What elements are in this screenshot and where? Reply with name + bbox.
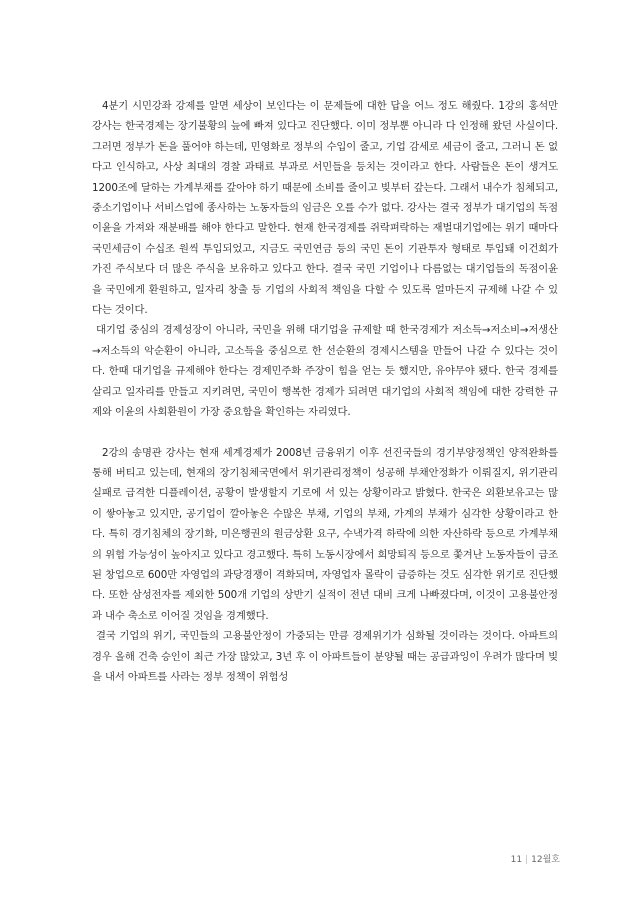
page-number: 11 [510, 855, 523, 865]
section-gap [92, 423, 558, 443]
issue-label: 12월호 [531, 855, 560, 865]
paragraph-4: 결국 기업의 위기, 국민들의 고용불안정이 가중되는 만큼 경제위기가 심화될 것이라는 것이다. 아파트의 경우 올해 건축 승인이 최근 가장 많았고, 3년 후 이 아파트들이 분양될 때는 공급과잉이 우려가 많다며 빚을 내서 아파트를 사라는 정부 정책이 위험성 [92, 630, 558, 683]
page-footer [470, 852, 560, 865]
paragraph-2: 대기업 중심의 경제성장이 아니라, 국민을 위해 대기업을 규제할 때 한국경제가 저소득→저소비→저생산→저소득의 악순환이 아니라, 고소득을 중심으로 한 선순환의 경제시스템을 만들어 나갈 수 있다는 것이다. 한때 대기업을 규제해야 한다는 경제민주화 주장이 힘을 얻는 듯 했지만, 유야무야 됐다. 한국 경제를 살리고 일자리를 만들고 지키려면, 국민이 행복한 경제가 되려면 대기업의 사회적 책임에 대한 강력한 규제와 이윤의 사회환원이 가장 중요함을 확인하는 자리였다. [92, 324, 558, 419]
paragraph-1: 4분기 시민강좌 강제를 알면 세상이 보인다는 이 문제들에 대한 답을 어느 정도 해줬다. 1강의 홍석만 강사는 한국경제는 장기불황의 늪에 빠져 있다고 진단했다. 이미 정부뿐 아니라 다 인정해 왔던 사실이다. 그러면 정부가 돈을 풀어야 하는데, 민영화로 정부의 수입이 줄고, 기업 감세로 세금이 줄고, 그러니 돈 없다고 인식하고, 사상 최대의 경찰 과태료 부과로 서민들을 등치는 것이라고 한다. 사람들은 돈이 생겨도 1200조에 달하는 가계부채를 갚아야 하기 때문에 소비를 줄이고 빚부터 갚는다. 그래서 내수가 침체되고, 중소기업이나 서비스업에 종사하는 노동자들의 임금은 오를 수가 없다. 강사는 결국 정부가 대기업의 독점이윤을 가져와 재분배를 해야 한다고 말한다. 현재 한국경제를 쥐락펴락하는 재벌대기업에는 위기 때마다 국민세금이 수십조 원씩 투입되었고, 지금도 국민연금 등의 국민 돈이 기관투자 형태로 투입돼 이건희가 가진 주식보다 더 많은 주식을 보유하고 있다고 한다. 결국 국민 기업이나 다름없는 대기업들의 독점이윤을 국민에게 환원하고, 일자리 창출 등 기업의 사회적 책임을 다할 수 있도록 얼마든지 규제해 나갈 수 있다는 것이다. [92, 100, 558, 317]
paragraph-3: 2강의 송명관 강사는 현재 세계경제가 2008년 금융위기 이후 선진국들의 경기부양정책인 양적완화를 통해 버티고 있는데, 현재의 장기침체국면에서 위기관리정책이 성공해 부채안정화가 이뤄질지, 위기관리 실패로 급격한 디플레이션, 공황이 발생할지 기로에 서 있는 상황이라고 밝혔다. 한국은 외환보유고는 많이 쌓아놓고 있지만, 공기업이 깔아놓은 수많은 부채, 기업의 부채, 가계의 부채가 심각한 상황이라고 한다. 특히 경기침체의 장기화, 미은행권의 원금상환 요구, 수낵가격 하락에 의한 자산하락 등으로 가계부채의 위험 가능성이 높아지고 있다고 경고했다. 특히 노동시장에서 희망퇴직 등으로 쫓겨난 노동자들이 급조된 창업으로 600만 자영업의 과당경쟁이 격화되며, 자영업자 몰락이 급증하는 것도 심각한 위기로 진단했다. 또한 삼성전자를 제외한 500개 기업의 상반기 실적이 전년 대비 크게 나빠졌다며, 이것이 고용불안정과 내수 축소로 이어질 것임을 경계했다. [92, 446, 558, 622]
footer-separator: | [525, 855, 529, 865]
body-text [92, 96, 558, 687]
